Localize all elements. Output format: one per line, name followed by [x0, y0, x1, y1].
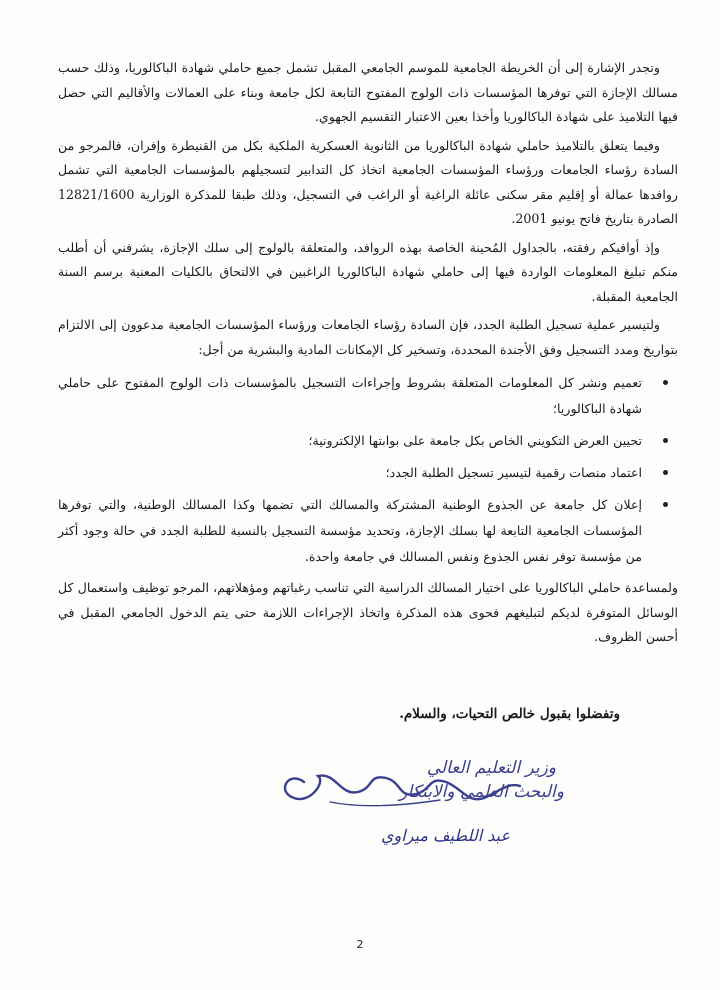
action-list [58, 370, 678, 570]
paragraph-military-school: وفيما يتعلق بالتلاميذ حاملي شهادة الباكالوريا من الثانوية العسكرية الملكية بكل من القنيطرة وإفران، فالمرجو من السادة رؤساء الجامعات ورؤساء المؤسسات الجامعية اتخاذ كل التدابير لتسجيلهم بالمؤسسات الجامعية التي تشمل روافدها عمالة أو إقليم مقر سكنى عائلة الراغبة أو الراغب في التسجيل، وذلك طبقا للمذكرة الوزارية 12821/1600 الصادرة بتاريخ فاتح يونيو 2001. [58, 137, 678, 226]
list-item [58, 460, 678, 486]
signature-block [270, 752, 570, 862]
list-item-text: تحيين العرض التكويني الخاص بكل جامعة على بوابتها الإلكترونية؛ [308, 433, 642, 448]
list-item-text: تعميم ونشر كل المعلومات المتعلقة بشروط وإجراءات التسجيل بالمؤسسات ذات الولوج المفتوح على حاملي شهادة الباكالوريا؛ [58, 375, 642, 416]
paragraph-registration: ولتيسير عملية تسجيل الطلبة الجدد، فإن السادة رؤساء الجامعات ورؤساء المؤسسات الجامعية مدعوون إلى الالتزام بتواريخ ومدد التسجيل وفق الأجندة المحددة، وتسخير كل الإمكانات المادية والبشرية من أجل: [58, 317, 678, 357]
signature-scribble [270, 752, 570, 832]
paragraph-university-map: وتجدر الإشارة إلى أن الخريطة الجامعية للموسم الجامعي المقبل تشمل جميع حاملي شهادة الباكالوريا، وذلك حسب مسالك الإجازة التي توفرها المؤسسات ذات الولوج المفتوح التابعة لكل جامعة وبناء على العمالات والأقاليم التي حصل فيها التلاميذ على شهادة الباكالوريا وأخذا بعين الاعتبار التقسيم الجهوي. [58, 60, 678, 124]
signature-name: عبد اللطيف ميراوي [381, 826, 510, 845]
list-item [58, 428, 678, 454]
bullet-icon [663, 502, 668, 507]
paragraph-final: ولمساعدة حاملي الباكالوريا على اختيار المسالك الدراسية التي تناسب رغباتهم ومؤهلاتهم، المرجو توظيف واستعمال كل الوسائل المتوفرة لديكم لتبليغهم فحوى هذه المذكرة واتخاذ الإجراءات اللازمة حتى يتم الدخول الجامعي المقبل في أحسن الظروف. [58, 580, 678, 644]
list-item [58, 370, 678, 422]
list-item [58, 492, 678, 570]
closing-salutation: وتفضلوا بقبول خالص التحيات، والسلام. [399, 706, 620, 722]
bullet-icon [663, 438, 668, 443]
paragraph-tables: وإذ أوافيكم رفقته، بالجداول المُحينة الخاصة بهذه الروافد، والمتعلقة بالولوج إلى سلك الإجازة، يشرفني أن أطلب منكم تبليغ المعلومات الواردة فيها إلى حاملي شهادة الباكالوريا الراغبين في الالتحاق بالكليات المعنية برسم السنة الجامعية المقبلة. [58, 239, 678, 304]
page-number: 2 [356, 938, 364, 951]
letter-body [58, 56, 678, 654]
signature-title-line2: والبحث العلمي والابتكار [399, 782, 564, 802]
list-item-text: إعلان كل جامعة عن الجذوع الوطنية المشتركة والمسالك التي تضمها وكذا المسالك الوطنية، والتي توفرها المؤسسات الجامعية التابعة لها بسلك الإجازة، وتحديد مؤسسة التسجيل بالنسبة للطلبة الجدد في حالة وجود أكثر من مؤسسة توفر نفس الجذوع ونفس المسالك في جامعة واحدة. [58, 497, 642, 564]
signature-title-line1: وزير التعليم العالي [426, 758, 556, 778]
bullet-icon [663, 470, 668, 475]
list-item-text: اعتماد منصات رقمية لتيسير تسجيل الطلبة الجدد؛ [385, 465, 642, 480]
bullet-icon [663, 380, 668, 385]
